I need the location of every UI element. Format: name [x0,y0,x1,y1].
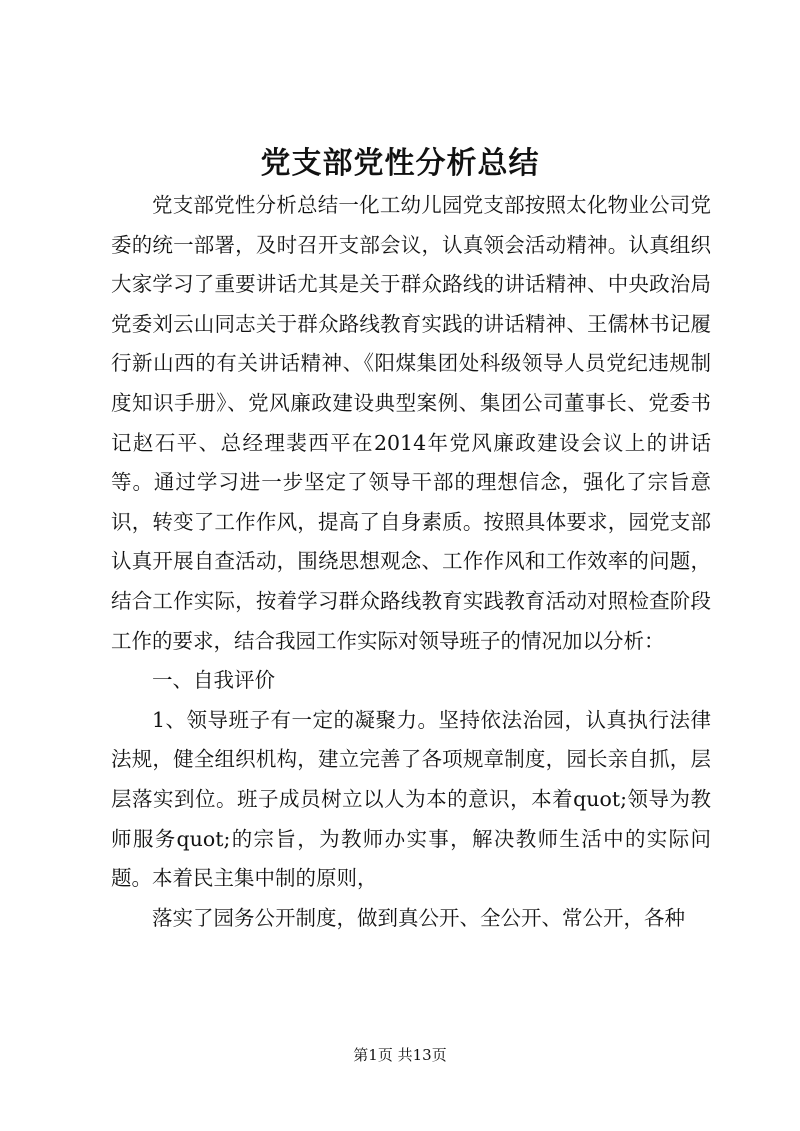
body-paragraph-continuation: 落实了园务公开制度，做到真公开、全公开、常公开，各种 [152,905,685,930]
body-paragraph-intro: 党支部党性分析总结一化工幼儿园党支部按照太化物业公司党委的统一部署，及时召开支部会议，认真领会活动精神。认真组织大家学习了重要讲话尤其是关于群众路线的讲话精神、中央政治局党委刘云山同志关于群众路线教育实践的讲话精神、王儒林书记履行新山西的有关讲话精神、《阳煤集团处科级领导人员党纪违规制度知识手册》、党风廉政建设典型案例、集团公司董事长、党委书记赵石平、总经理裴西平在2014年党风廉政建设会议上的讲话等。通过学习进一步坚定了领导干部的理想信念，强化了宗旨意识，转变了工作作风，提高了自身素质。按照具体要求，园党支部认真开展自查活动，围绕思想观念、工作作风和工作效率的问题，结合工作实际，按着学习群众路线教育实践教育活动对照检查阶段工作的要求，结合我园工作实际对领导班子的情况加以分析： [111,193,711,653]
document-title: 党支部党性分析总结 [260,146,540,181]
section-heading-self-evaluation: 一、自我评价 [152,668,275,693]
page-footer: 第1页 共13页 [353,1046,447,1064]
body-paragraph-item-1: 1、领导班子有一定的凝聚力。坚持依法治园，认真执行法律法规，健全组织机构，建立完善了各项规章制度，园长亲自抓，层层落实到位。班子成员树立以人为本的意识，本着quot;领导为教师服务quot;的宗旨，为教师办实事，解决教师生活中的实际问题。本着民主集中制的原则， [111,707,711,891]
document-body [111,186,711,938]
